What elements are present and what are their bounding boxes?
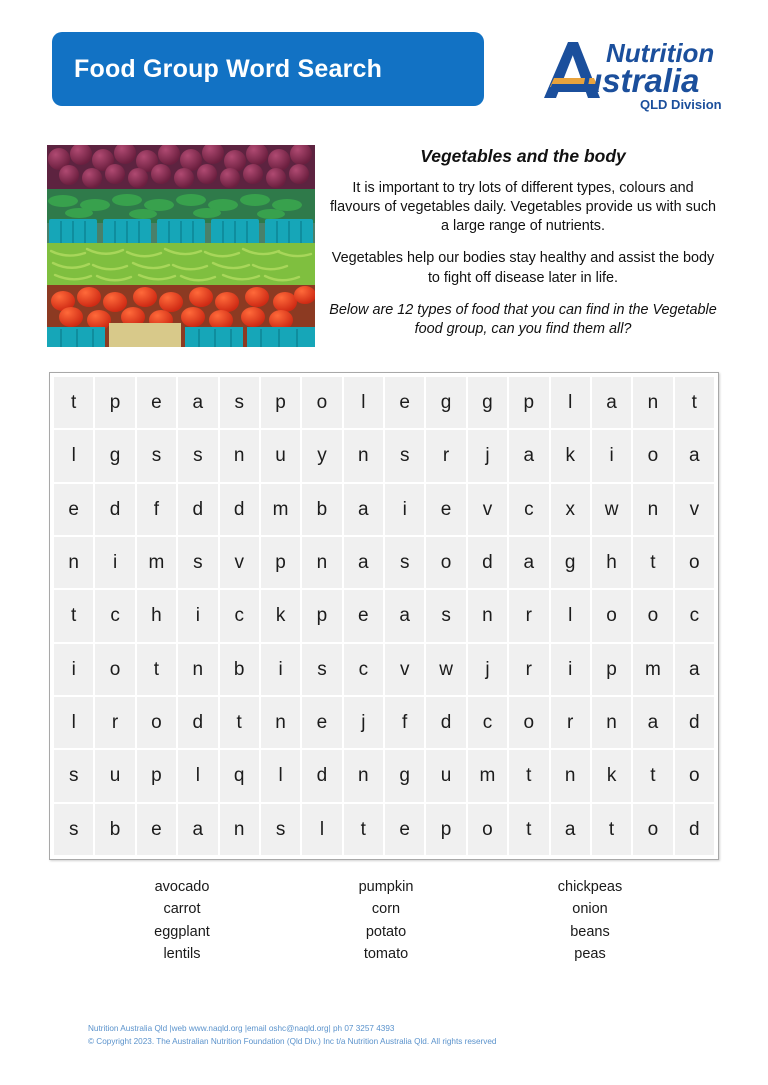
letter-cell[interactable]: d [426,697,465,748]
letter-cell[interactable]: a [178,377,217,428]
nutrition-australia-logo [538,34,728,116]
letter-cell[interactable]: e [137,377,176,428]
letter-cell[interactable]: v [385,644,424,695]
letter-grid[interactable] [54,377,714,855]
letter-cell[interactable]: a [551,804,590,855]
word-list-item: potato [365,923,407,940]
letter-cell[interactable]: e [426,484,465,535]
letter-cell[interactable]: t [675,377,714,428]
letter-cell[interactable]: s [261,804,300,855]
letter-cell[interactable]: e [302,697,341,748]
letter-cell[interactable]: e [344,590,383,641]
word-list-item: peas [574,946,606,963]
letter-cell[interactable]: i [551,644,590,695]
letter-cell[interactable]: e [54,484,93,535]
letter-cell[interactable]: n [592,697,631,748]
letter-cell[interactable]: r [95,697,134,748]
letter-cell[interactable]: s [54,804,93,855]
word-list-item: beans [570,923,610,940]
letter-cell[interactable]: h [137,590,176,641]
letter-cell[interactable]: a [385,590,424,641]
letter-cell[interactable]: c [220,590,259,641]
letter-cell[interactable]: v [675,484,714,535]
letter-cell[interactable]: d [468,537,507,588]
letter-cell[interactable]: i [54,644,93,695]
letter-cell[interactable]: k [551,430,590,481]
letter-cell[interactable]: m [633,644,672,695]
letter-cell[interactable]: n [633,377,672,428]
letter-cell[interactable]: e [385,377,424,428]
letter-cell[interactable]: d [178,697,217,748]
letter-cell[interactable]: n [220,804,259,855]
letter-cell[interactable]: a [633,697,672,748]
letter-cell[interactable]: l [551,377,590,428]
intro-section [328,146,718,339]
letter-cell[interactable]: d [675,804,714,855]
letter-cell[interactable]: e [385,804,424,855]
letter-cell[interactable]: i [178,590,217,641]
letter-cell[interactable]: n [344,430,383,481]
letter-cell[interactable]: p [302,590,341,641]
letter-cell[interactable]: l [344,377,383,428]
letter-cell[interactable]: x [551,484,590,535]
svg-text:ustralia: ustralia [582,62,700,99]
letter-cell[interactable]: s [385,430,424,481]
letter-cell[interactable]: j [468,644,507,695]
letter-cell[interactable]: s [54,750,93,801]
intro-paragraph-3: Below are 12 types of food that you can find in the Vegetable food group, can you find them all? [329,301,717,337]
word-list-column [500,876,680,966]
letter-cell[interactable]: b [220,644,259,695]
letter-cell[interactable]: a [344,484,383,535]
word-list-column [92,876,272,966]
letter-cell[interactable]: n [551,750,590,801]
letter-cell[interactable]: o [633,804,672,855]
letter-cell[interactable]: g [95,430,134,481]
letter-cell[interactable]: i [95,537,134,588]
letter-cell[interactable]: o [302,377,341,428]
letter-cell[interactable]: d [675,697,714,748]
letter-cell[interactable]: o [675,537,714,588]
word-list-item: lentils [163,946,201,963]
letter-cell[interactable]: c [344,644,383,695]
letter-cell[interactable]: o [633,590,672,641]
letter-cell[interactable]: t [509,750,548,801]
letter-cell[interactable]: n [220,430,259,481]
letter-cell[interactable]: l [261,750,300,801]
letter-cell[interactable]: o [468,804,507,855]
letter-cell[interactable]: d [178,484,217,535]
word-list-item: chickpeas [557,879,623,895]
letter-cell[interactable]: t [509,804,548,855]
letter-cell[interactable]: u [261,430,300,481]
letter-cell[interactable]: y [302,430,341,481]
letter-cell[interactable]: a [344,537,383,588]
word-search-grid[interactable] [49,372,719,860]
letter-cell[interactable]: p [95,377,134,428]
letter-cell[interactable]: u [426,750,465,801]
letter-cell[interactable]: o [633,430,672,481]
page-header [52,32,728,112]
letter-cell[interactable]: w [592,484,631,535]
svg-text:Nutrition: Nutrition [606,38,715,68]
letter-cell[interactable]: k [261,590,300,641]
letter-cell[interactable]: s [302,644,341,695]
letter-cell[interactable]: d [220,484,259,535]
letter-cell[interactable]: a [592,377,631,428]
letter-cell[interactable]: i [385,484,424,535]
letter-cell[interactable]: p [261,377,300,428]
letter-cell[interactable]: o [426,537,465,588]
letter-cell[interactable]: l [54,697,93,748]
letter-cell[interactable]: l [54,430,93,481]
letter-cell[interactable]: n [261,697,300,748]
letter-cell[interactable]: g [426,377,465,428]
letter-cell[interactable]: p [592,644,631,695]
letter-cell[interactable]: p [261,537,300,588]
letter-cell[interactable]: e [137,804,176,855]
footer-contact-line: Nutrition Australia Qld |web www.naqld.org |email oshc@naqld.org| ph 07 3257 4393 [88,1024,395,1033]
word-list-item: onion [572,901,608,918]
letter-cell[interactable]: l [302,804,341,855]
letter-cell[interactable]: n [344,750,383,801]
letter-cell[interactable]: b [302,484,341,535]
letter-cell[interactable]: t [54,590,93,641]
letter-cell[interactable]: b [95,804,134,855]
word-list [80,876,692,966]
letter-cell[interactable]: i [592,430,631,481]
letter-cell[interactable]: c [675,590,714,641]
letter-cell[interactable]: v [468,484,507,535]
word-list-item: tomato [363,946,409,963]
letter-cell[interactable]: n [178,644,217,695]
letter-cell[interactable]: q [220,750,259,801]
letter-cell[interactable]: t [633,750,672,801]
title-banner [52,32,484,106]
word-list-item: pumpkin [358,879,414,895]
letter-cell[interactable]: s [178,537,217,588]
letter-cell[interactable]: l [551,590,590,641]
letter-cell[interactable]: p [137,750,176,801]
letter-cell[interactable]: w [426,644,465,695]
letter-cell[interactable]: t [344,804,383,855]
footer-copyright-line: © Copyright 2023. The Australian Nutrition Foundation (Qld Div.) Inc t/a Nutrition Australia Qld. All rights reserved [88,1037,497,1047]
letter-cell[interactable]: r [509,644,548,695]
letter-cell[interactable]: c [509,484,548,535]
letter-cell[interactable]: o [95,644,134,695]
letter-cell[interactable]: t [592,804,631,855]
letter-cell[interactable]: s [178,430,217,481]
letter-cell[interactable]: n [633,484,672,535]
letter-cell[interactable]: k [592,750,631,801]
letter-cell[interactable]: n [54,537,93,588]
letter-cell[interactable]: f [137,484,176,535]
letter-cell[interactable]: c [95,590,134,641]
letter-cell[interactable]: t [220,697,259,748]
word-list-item: avocado [154,879,210,895]
letter-cell[interactable]: j [344,697,383,748]
word-list-item: eggplant [154,923,210,940]
letter-cell[interactable]: a [675,644,714,695]
letter-cell[interactable]: f [385,697,424,748]
letter-cell[interactable]: g [468,377,507,428]
letter-cell[interactable]: o [592,590,631,641]
letter-cell[interactable]: a [178,804,217,855]
letter-cell[interactable]: t [137,644,176,695]
word-list-item: carrot [163,901,201,918]
letter-cell[interactable]: o [509,697,548,748]
letter-cell[interactable]: a [675,430,714,481]
svg-text:QLD Division: QLD Division [640,97,722,112]
intro-paragraph-2: Vegetables help our bodies stay healthy and assist the body to fight off disease later in life. [331,250,715,286]
letter-cell[interactable]: v [220,537,259,588]
page-footer [88,1022,688,1048]
letter-cell[interactable]: m [137,537,176,588]
letter-cell[interactable]: s [426,590,465,641]
letter-cell[interactable]: c [468,697,507,748]
letter-cell[interactable]: n [468,590,507,641]
letter-cell[interactable]: p [509,377,548,428]
letter-cell[interactable]: h [592,537,631,588]
letter-cell[interactable]: s [220,377,259,428]
intro-heading: Vegetables and the body [420,146,626,166]
letter-cell[interactable]: r [509,590,548,641]
letter-cell[interactable]: r [426,430,465,481]
letter-cell[interactable]: p [426,804,465,855]
letter-cell[interactable]: d [302,750,341,801]
letter-cell[interactable]: g [551,537,590,588]
letter-cell[interactable]: s [385,537,424,588]
letter-cell[interactable]: u [95,750,134,801]
letter-cell[interactable]: m [468,750,507,801]
letter-cell[interactable]: s [137,430,176,481]
letter-cell[interactable]: j [468,430,507,481]
letter-cell[interactable]: a [509,537,548,588]
letter-cell[interactable]: t [54,377,93,428]
letter-cell[interactable]: n [302,537,341,588]
letter-cell[interactable]: o [675,750,714,801]
letter-cell[interactable]: o [137,697,176,748]
letter-cell[interactable]: g [385,750,424,801]
page-title: Food Group Word Search [74,54,383,83]
letter-cell[interactable]: m [261,484,300,535]
letter-cell[interactable]: r [551,697,590,748]
letter-cell[interactable]: d [95,484,134,535]
word-list-item: corn [371,901,401,918]
intro-paragraph-1: It is important to try lots of different types, colours and flavours of vegetables daily. Vegetables provide us with such a large range of nutrients. [329,180,717,235]
vegetables-photo [47,145,315,347]
letter-cell[interactable]: i [261,644,300,695]
letter-cell[interactable]: a [509,430,548,481]
letter-cell[interactable]: t [633,537,672,588]
letter-cell[interactable]: l [178,750,217,801]
word-list-column [296,876,476,966]
